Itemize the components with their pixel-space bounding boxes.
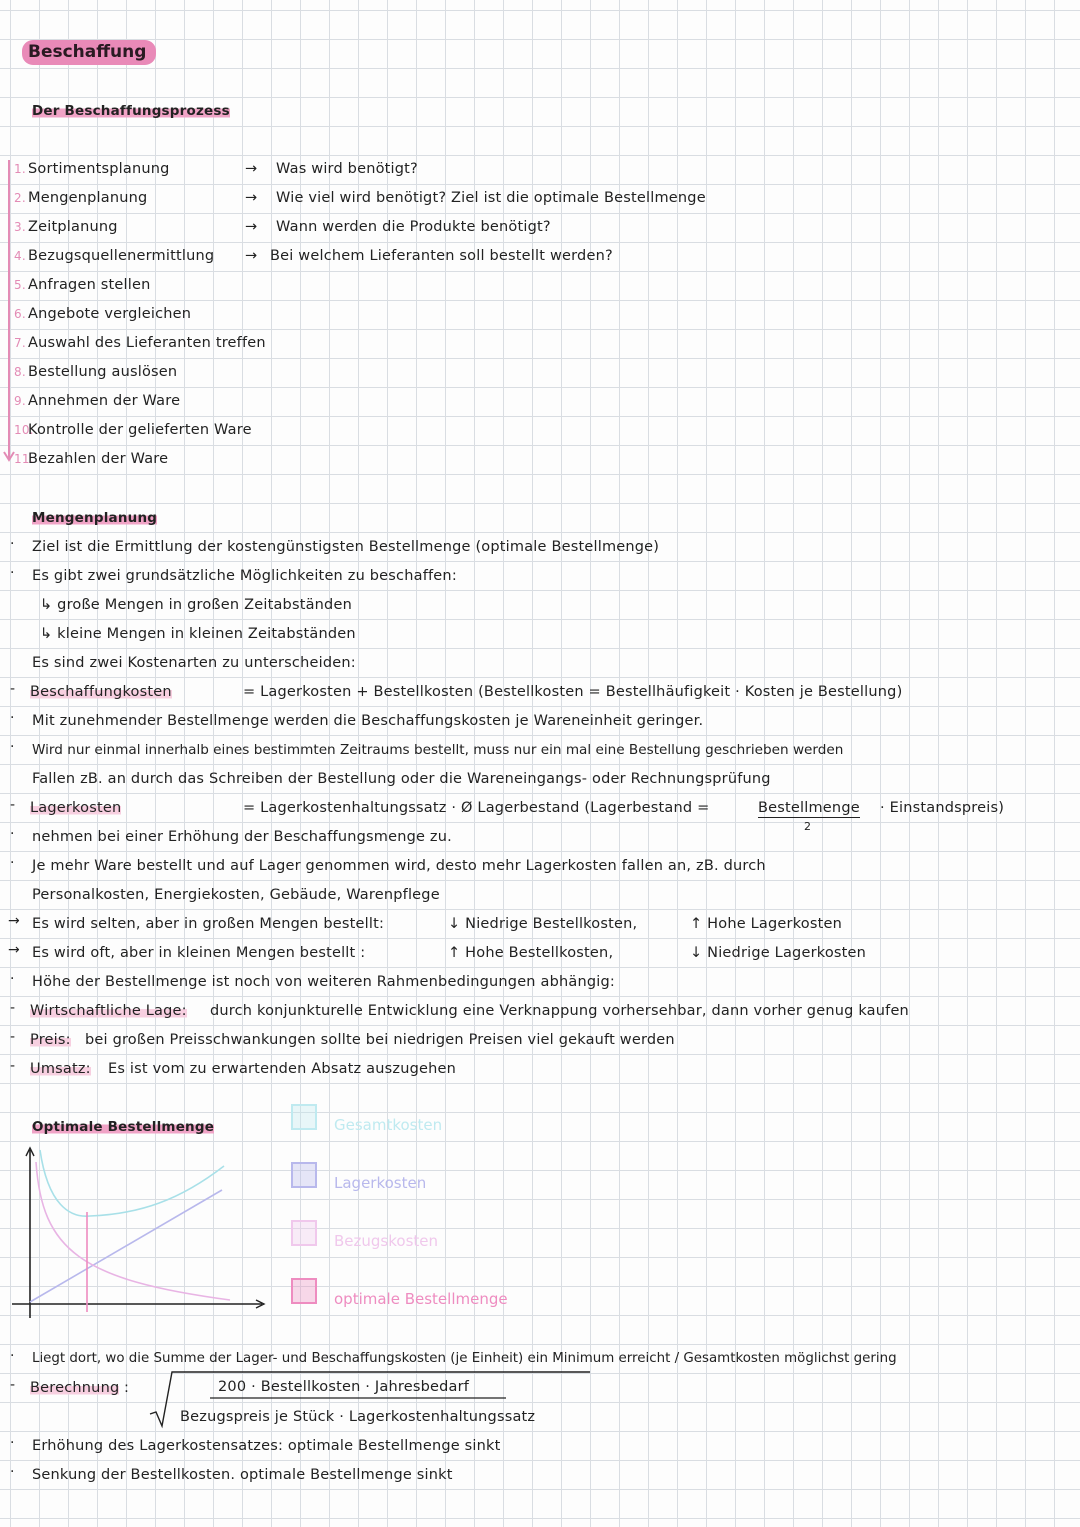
bullet-dot: · <box>10 855 15 871</box>
term-umsatz: Umsatz: <box>30 1061 91 1077</box>
fraction-denominator: 2 <box>804 820 812 833</box>
section-heading-mengenplanung: Mengenplanung <box>32 510 158 526</box>
bullet-dot: · <box>10 1464 15 1480</box>
list-item: 10.Kontrolle der gelieferten Ware <box>14 422 252 438</box>
list-item: 9. Annehmen der Ware <box>14 393 181 409</box>
note-line: Mit zunehmender Bestellmenge werden die Beschaffungskosten je Wareneinheit geringer. <box>32 713 704 729</box>
list-item: 4. Bezugsquellenermittlung <box>14 248 215 264</box>
note-line: Senkung der Bestellkosten. optimale Bestellmenge sinkt <box>32 1467 453 1483</box>
list-item: 3. Zeitplanung <box>14 219 118 235</box>
term-lagerkosten: Lagerkosten <box>30 800 122 816</box>
note-line: Es ist vom zu erwartenden Absatz auszugehen <box>108 1061 457 1077</box>
page-title: Beschaffung <box>22 40 156 65</box>
note-line: ↳ kleine Mengen in kleinen Zeitabständen <box>40 626 356 642</box>
list-item: 5. Anfragen stellen <box>14 277 151 293</box>
arrow-icon: → <box>245 161 258 177</box>
note-line: Wird nur einmal innerhalb eines bestimmten Zeitraums bestellt, muss nur ein mal eine Bestellung geschrieben werden <box>32 742 844 758</box>
note-line: ↓ Niedrige Lagerkosten <box>690 945 867 961</box>
list-item: 7. Auswahl des Lieferanten treffen <box>14 335 266 351</box>
legend-label: optimale Bestellmenge <box>334 1290 508 1308</box>
note-line: Es wird oft, aber in kleinen Mengen bestellt : <box>32 945 366 961</box>
term-berechnung: Berechnung <box>30 1380 120 1396</box>
section-heading-optimale-bestellmenge: Optimale Bestellmenge <box>32 1119 215 1135</box>
fraction-numerator: Bestellmenge <box>758 800 860 816</box>
note-line: Je mehr Ware bestellt und auf Lager genommen wird, desto mehr Lagerkosten fallen an, zB. durch <box>32 858 766 874</box>
calc-colon: : <box>124 1380 130 1396</box>
list-item: 6. Angebote vergleichen <box>14 306 192 322</box>
bullet-dot: · <box>10 536 15 552</box>
list-item-note: Wie viel wird benötigt? Ziel ist die optimale Bestellmenge <box>276 190 706 206</box>
bullet-dash: - <box>10 797 16 813</box>
arrow-icon: → <box>245 219 258 235</box>
note-line: bei großen Preisschwankungen sollte bei niedrigen Preisen viel gekauft werden <box>85 1032 675 1048</box>
arrow-icon: → <box>245 190 258 206</box>
list-item-note: Was wird benötigt? <box>276 161 418 177</box>
list-item: 8. Bestellung auslösen <box>14 364 178 380</box>
note-line: ↓ Niedrige Bestellkosten, <box>448 916 638 932</box>
bullet-dot: · <box>10 565 15 581</box>
formula-denominator: Bezugspreis je Stück · Lagerkostenhaltungssatz <box>180 1409 536 1425</box>
term-preis: Preis: <box>30 1032 71 1048</box>
arrow-icon: → <box>8 913 20 929</box>
arrow-icon: → <box>245 248 258 264</box>
legend-label: Bezugskosten <box>334 1232 438 1250</box>
bullet-dot: · <box>10 971 15 987</box>
note-line: Erhöhung des Lagerkostensatzes: optimale Bestellmenge sinkt <box>32 1438 501 1454</box>
note-line: Liegt dort, wo die Summe der Lager- und Beschaffungskosten (je Einheit) ein Minimum erreicht / Gesamtkosten möglichst gering <box>32 1351 897 1366</box>
legend-label: Lagerkosten <box>334 1174 427 1192</box>
note-line: ↑ Hohe Bestellkosten, <box>448 945 614 961</box>
legend-label: Gesamtkosten <box>334 1116 443 1134</box>
bullet-dash: - <box>10 1377 16 1393</box>
bullet-dash: - <box>10 1000 16 1016</box>
section-heading-process: Der Beschaffungsprozess <box>32 103 230 119</box>
list-item: 11.Bezahlen der Ware <box>14 451 169 467</box>
formula-numerator: 200 · Bestellkosten · Jahresbedarf <box>218 1379 470 1395</box>
list-item-note: Wann werden die Produkte benötigt? <box>276 219 551 235</box>
note-line: = Lagerkosten + Bestellkosten (Bestellkosten = Bestellhäufigkeit · Kosten je Bestellung) <box>243 684 903 700</box>
note-line: Personalkosten, Energiekosten, Gebäude, Warenpflege <box>32 887 440 903</box>
list-item-note: Bei welchem Lieferanten soll bestellt werden? <box>270 248 613 264</box>
note-line: ↳ große Mengen in großen Zeitabständen <box>40 597 352 613</box>
bullet-dash: - <box>10 1029 16 1045</box>
list-item: 2. Mengenplanung <box>14 190 148 206</box>
bullet-dot: · <box>10 1435 15 1451</box>
note-line: Es gibt zwei grundsätzliche Möglichkeiten zu beschaffen: <box>32 568 457 584</box>
bullet-dot: · <box>10 1348 15 1364</box>
bullet-dot: · <box>10 739 15 755</box>
note-line: · Einstandspreis) <box>880 800 1005 816</box>
list-item: 1. Sortimentsplanung <box>14 161 170 177</box>
note-line: = Lagerkostenhaltungssatz · Ø Lagerbestand (Lagerbestand = <box>243 800 710 816</box>
note-line: Es sind zwei Kostenarten zu unterscheiden: <box>32 655 356 671</box>
note-line: ↑ Hohe Lagerkosten <box>690 916 843 932</box>
bullet-dot: · <box>10 826 15 842</box>
term-wirtschaftliche-lage: Wirtschaftliche Lage: <box>30 1003 187 1019</box>
term-beschaffungskosten: Beschaffungkosten <box>30 684 172 700</box>
note-line: Fallen zB. an durch das Schreiben der Bestellung oder die Wareneingangs- oder Rechnungsprüfung <box>32 771 771 787</box>
note-line: Ziel ist die Ermittlung der kostengünstigsten Bestellmenge (optimale Bestellmenge) <box>32 539 660 555</box>
arrow-icon: → <box>8 942 20 958</box>
bullet-dash: - <box>10 681 16 697</box>
bullet-dot: · <box>10 710 15 726</box>
note-line: durch konjunkturelle Entwicklung eine Verknappung vorhersehbar, dann vorher genug kaufen <box>210 1003 909 1019</box>
bullet-dash: - <box>10 1058 16 1074</box>
note-line: nehmen bei einer Erhöhung der Beschaffungsmenge zu. <box>32 829 452 845</box>
note-line: Höhe der Bestellmenge ist noch von weiteren Rahmenbedingungen abhängig: <box>32 974 615 990</box>
note-line: Es wird selten, aber in großen Mengen bestellt: <box>32 916 385 932</box>
